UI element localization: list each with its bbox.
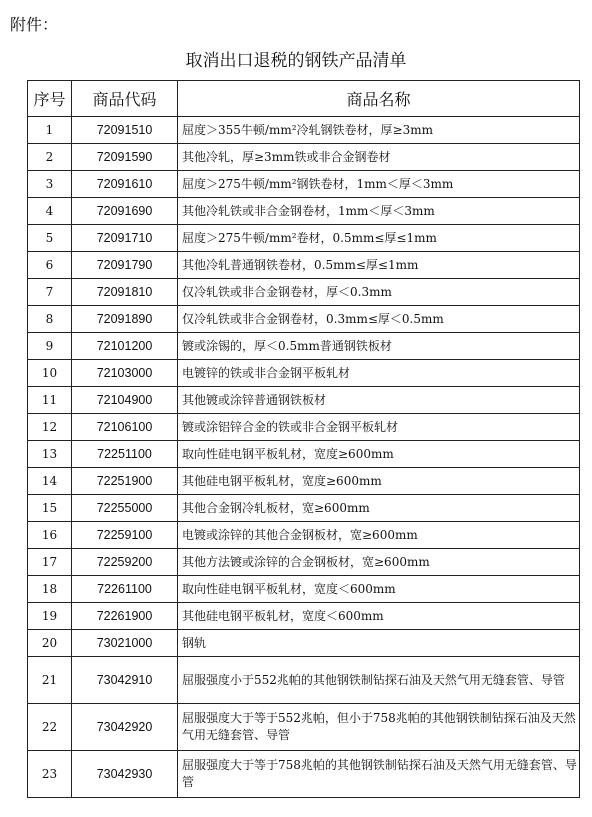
product-name: 电镀锌的铁或非合金钢平板轧材 [178, 360, 580, 387]
table-row [28, 225, 580, 252]
product-name: 屈服强度大于等于758兆帕的其他钢铁制钻探石油及天然气用无缝套管、导管 [178, 751, 580, 798]
product-code: 72251900 [72, 468, 178, 495]
table-row [28, 630, 580, 657]
table-row [28, 279, 580, 306]
table-row [28, 549, 580, 576]
table-row [28, 387, 580, 414]
row-number: 16 [28, 522, 72, 549]
row-number: 10 [28, 360, 72, 387]
column-header-code: 商品代码 [72, 81, 178, 117]
row-number: 4 [28, 198, 72, 225]
table-row [28, 252, 580, 279]
row-number: 15 [28, 495, 72, 522]
row-number: 3 [28, 171, 72, 198]
product-code: 72106100 [72, 414, 178, 441]
row-number: 8 [28, 306, 72, 333]
row-number: 6 [28, 252, 72, 279]
product-code: 72091790 [72, 252, 178, 279]
table-row [28, 414, 580, 441]
product-code: 72251100 [72, 441, 178, 468]
product-name: 镀或涂锡的，厚＜0.5mm普通钢铁板材 [178, 333, 580, 360]
product-code: 72091710 [72, 225, 178, 252]
table-row [28, 441, 580, 468]
product-code: 72261100 [72, 576, 178, 603]
table-row [28, 704, 580, 751]
table-row [28, 495, 580, 522]
product-name: 屈服强度大于等于552兆帕，但小于758兆帕的其他钢铁制钻探石油及天然气用无缝套管、导管 [178, 704, 580, 751]
product-name: 其他硅电钢平板轧材，宽度＜600mm [178, 603, 580, 630]
product-code: 72259200 [72, 549, 178, 576]
product-name: 其他冷轧，厚≥3mm铁或非合金钢卷材 [178, 144, 580, 171]
document-title: 取消出口退税的钢铁产品清单 [185, 51, 407, 71]
product-name: 屈度＞275牛顿/mm²卷材，0.5mm≤厚≤1mm [178, 225, 580, 252]
product-code: 72091610 [72, 171, 178, 198]
row-number: 14 [28, 468, 72, 495]
row-number: 13 [28, 441, 72, 468]
product-code: 72255000 [72, 495, 178, 522]
table-row [28, 522, 580, 549]
product-code: 72261900 [72, 603, 178, 630]
attachment-label: 附件： [10, 15, 59, 34]
column-header-name: 商品名称 [178, 81, 580, 117]
product-code: 73021000 [72, 630, 178, 657]
product-name: 取向性硅电钢平板轧材，宽度＜600mm [178, 576, 580, 603]
product-code: 72091810 [72, 279, 178, 306]
product-name: 钢轨 [178, 630, 580, 657]
product-code: 72091690 [72, 198, 178, 225]
row-number: 7 [28, 279, 72, 306]
product-code: 72091590 [72, 144, 178, 171]
row-number: 22 [28, 704, 72, 751]
row-number: 19 [28, 603, 72, 630]
row-number: 11 [28, 387, 72, 414]
table-header-row [28, 81, 580, 117]
table-row [28, 657, 580, 704]
row-number: 12 [28, 414, 72, 441]
product-name: 屈服强度小于552兆帕的其他钢铁制钻探石油及天然气用无缝套管、导管 [178, 657, 580, 704]
product-name: 镀或涂铝锌合金的铁或非合金钢平板轧材 [178, 414, 580, 441]
table-row [28, 360, 580, 387]
row-number: 9 [28, 333, 72, 360]
table-body [28, 117, 580, 798]
row-number: 18 [28, 576, 72, 603]
table-row [28, 144, 580, 171]
row-number: 21 [28, 657, 72, 704]
product-name: 其他冷轧铁或非合金钢卷材，1mm＜厚＜3mm [178, 198, 580, 225]
product-name: 其他冷轧普通钢铁卷材，0.5mm≤厚≤1mm [178, 252, 580, 279]
product-name: 其他硅电钢平板轧材，宽度≥600mm [178, 468, 580, 495]
table-row [28, 751, 580, 798]
product-name: 屈度＞355牛顿/mm²冷轧钢铁卷材，厚≥3mm [178, 117, 580, 144]
product-name: 其他镀或涂锌普通钢铁板材 [178, 387, 580, 414]
table-row [28, 306, 580, 333]
table-row [28, 576, 580, 603]
row-number: 5 [28, 225, 72, 252]
product-code: 72091890 [72, 306, 178, 333]
product-name: 屈度＞275牛顿/mm²钢铁卷材，1mm＜厚＜3mm [178, 171, 580, 198]
product-code: 73042920 [72, 704, 178, 751]
table-row [28, 468, 580, 495]
row-number: 17 [28, 549, 72, 576]
product-name: 其他方法镀或涂锌的合金钢板材，宽≥600mm [178, 549, 580, 576]
product-code: 72259100 [72, 522, 178, 549]
product-name: 仅冷轧铁或非合金钢卷材，厚＜0.3mm [178, 279, 580, 306]
row-number: 23 [28, 751, 72, 798]
row-number: 1 [28, 117, 72, 144]
product-table [27, 80, 580, 798]
table-row [28, 333, 580, 360]
row-number: 2 [28, 144, 72, 171]
product-code: 72104900 [72, 387, 178, 414]
product-code: 72101200 [72, 333, 178, 360]
product-name: 电镀或涂锌的其他合金钢板材，宽≥600mm [178, 522, 580, 549]
table-row [28, 198, 580, 225]
table-row [28, 603, 580, 630]
product-code: 72103000 [72, 360, 178, 387]
product-code: 73042930 [72, 751, 178, 798]
table-row [28, 171, 580, 198]
product-name: 其他合金钢冷轧板材，宽≥600mm [178, 495, 580, 522]
product-name: 取向性硅电钢平板轧材，宽度≥600mm [178, 441, 580, 468]
row-number: 20 [28, 630, 72, 657]
product-code: 72091510 [72, 117, 178, 144]
column-header-no: 序号 [28, 81, 72, 117]
table-row [28, 117, 580, 144]
product-name: 仅冷轧铁或非合金钢卷材，0.3mm≤厚＜0.5mm [178, 306, 580, 333]
product-code: 73042910 [72, 657, 178, 704]
